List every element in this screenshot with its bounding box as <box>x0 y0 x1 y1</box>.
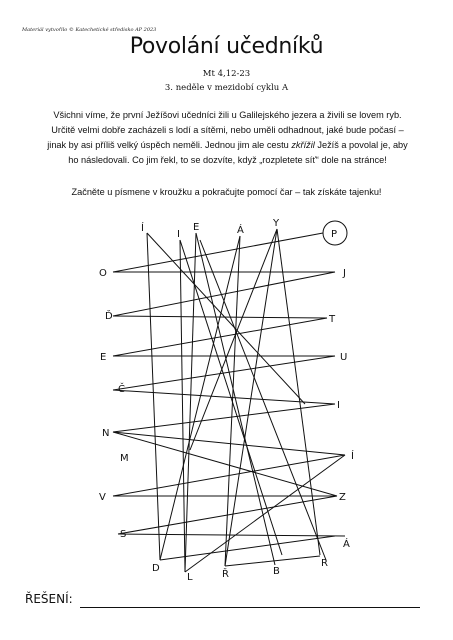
puzzle-letter: Ř <box>222 569 229 580</box>
puzzle-letter: R <box>321 558 328 569</box>
intro-line: ho následovali. Co jim řekl, to se dozvíte, když „rozpletete síť“ dole na stránce! <box>68 155 387 165</box>
puzzle-letter: U <box>340 352 348 363</box>
puzzle-letter: Y <box>273 218 280 229</box>
intro-line: Určitě velmi dobře zacházeli s lodí a sítěmi, nebo uměli odhadnout, jaké bude počasí – <box>51 125 404 135</box>
puzzle-letter: O <box>99 268 107 279</box>
puzzle-letter: Á <box>343 539 350 550</box>
puzzle-letter: L <box>187 572 193 583</box>
puzzle-letter: N <box>102 428 110 439</box>
puzzle-letter: M <box>120 453 129 464</box>
solution-label: ŘEŠENÍ: <box>25 592 73 606</box>
puzzle-letter: Z <box>339 492 346 503</box>
page-title: Povolání učedníků <box>129 34 324 59</box>
puzzle-letter: T <box>329 314 336 325</box>
puzzle-letter: I <box>337 400 340 411</box>
puzzle-letter: E <box>100 352 107 363</box>
copyright-credit: Materiál vytvořilo © Katechetické středisko AP 2023 <box>22 27 157 33</box>
puzzle-letter: D <box>152 563 160 574</box>
bible-reference: Mt 4,12-23 <box>202 69 251 79</box>
puzzle-letter: E <box>193 222 200 233</box>
puzzle-letter: Á <box>237 225 244 236</box>
puzzle-letter: B <box>273 566 280 577</box>
intro-fragment: Ježíš a povolal je, aby <box>314 140 408 150</box>
solution-answer-line[interactable] <box>80 607 420 608</box>
instruction-text: Začněte u písmene v kroužku a pokračujte pomocí čar – tak získáte tajenku! <box>71 187 382 197</box>
puzzle-letter: Ď <box>105 311 113 322</box>
intro-emphasis: zkřížil <box>291 140 315 150</box>
puzzle-letter: V <box>99 492 106 503</box>
liturgical-day: 3. neděle v mezidobí cyklu A <box>164 83 289 93</box>
puzzle-letter: I <box>177 229 180 240</box>
puzzle-letter: S <box>120 529 127 540</box>
intro-line: Všichni víme, že první Ježíšovi učedníci žili u Galilejského jezera a živili se lovem ryb. <box>53 110 402 120</box>
puzzle-letter: Č <box>118 384 125 395</box>
intro-fragment: jinak by asi příliš velký úspěch neměli. Jednou jim ale cestu <box>47 140 292 150</box>
start-letter: P <box>331 229 338 240</box>
puzzle-letter: Í <box>351 451 354 462</box>
puzzle-letter: Í <box>141 223 144 234</box>
puzzle-letter: J <box>343 268 346 279</box>
